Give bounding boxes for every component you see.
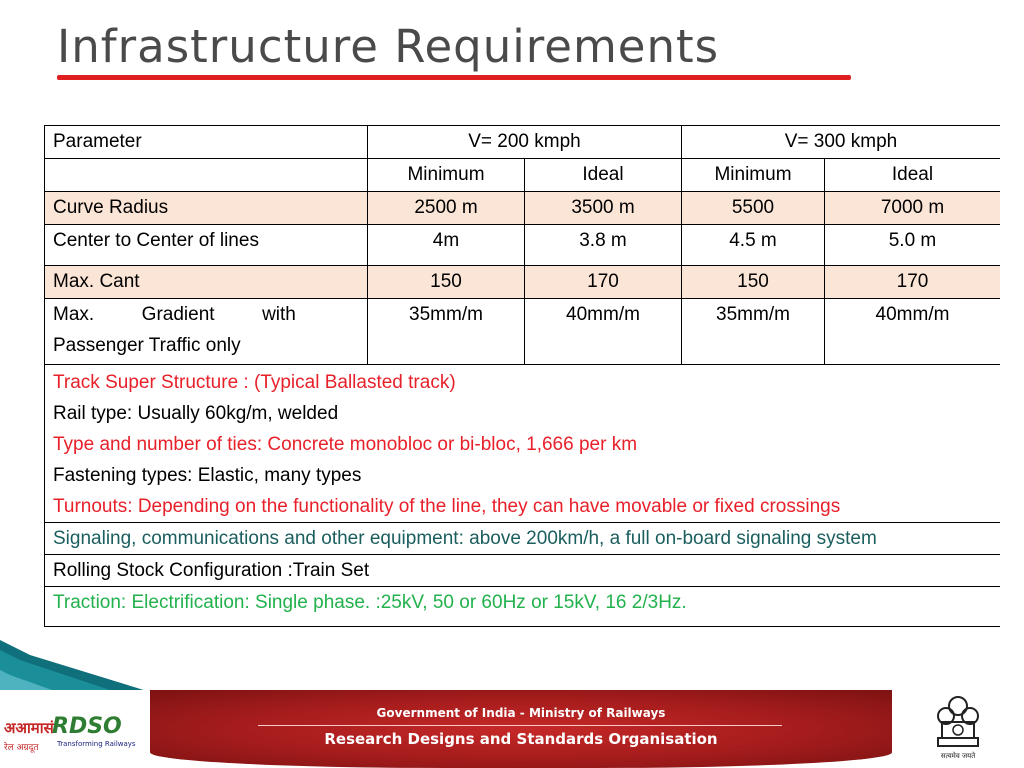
table-cell: 2500 m: [368, 192, 525, 225]
logo-hindi: अआमासं: [4, 719, 54, 737]
national-emblem-icon: [928, 694, 988, 764]
row-label: Curve Radius: [45, 192, 368, 225]
slide-title: Infrastructure Requirements: [57, 20, 720, 73]
table-cell: 3.8 m: [525, 225, 682, 266]
subheader-ideal-200: Ideal: [525, 159, 682, 192]
row-label: [45, 299, 368, 365]
table-cell: 4m: [368, 225, 525, 266]
rolling-stock-row: [45, 555, 1001, 587]
subheader-ideal-300: Ideal: [825, 159, 1001, 192]
signaling-cell: Signaling, communications and other equipment: above 200km/h, a full on-board signaling system: [45, 523, 1001, 555]
table-cell: 7000 m: [825, 192, 1001, 225]
traction-cell: Traction: Electrification: Single phase. :25kV, 50 or 60Hz or 15kV, 16 2/3Hz.: [45, 587, 1001, 627]
header-parameter: Parameter: [45, 126, 368, 159]
banner-red-band: [150, 690, 892, 768]
table-cell: 3500 m: [525, 192, 682, 225]
table-cell: 150: [682, 266, 825, 299]
emblem-motto: सत्यमेव जयते: [940, 752, 976, 760]
row-label-line: Passenger Traffic only: [53, 335, 241, 356]
traction-row: [45, 587, 1001, 627]
table-row: [45, 192, 1001, 225]
subheader-minimum-300: Minimum: [682, 159, 825, 192]
requirements-table-container: [44, 125, 1000, 690]
table-cell: 170: [825, 266, 1001, 299]
footer-banner: [0, 690, 1024, 768]
rdso-logo: [2, 700, 148, 752]
subheader-minimum-200: Minimum: [368, 159, 525, 192]
table-cell: 170: [525, 266, 682, 299]
title-underline: [57, 75, 851, 80]
table-cell: 4.5 m: [682, 225, 825, 266]
subheader-cell: [45, 159, 368, 192]
track-structure-row: [45, 365, 1001, 523]
track-line: Type and number of ties: Concrete monobloc or bi-bloc, 1,666 per km: [53, 434, 638, 455]
table-cell: 35mm/m: [368, 299, 525, 365]
track-line: Rail type: Usually 60kg/m, welded: [53, 403, 339, 424]
requirements-table: [44, 125, 1000, 627]
header-v200: V= 200 kmph: [368, 126, 682, 159]
track-line: Fastening types: Elastic, many types: [53, 465, 362, 486]
table-row: [45, 299, 1001, 365]
row-label-line: Max. Gradient with: [53, 304, 296, 325]
banner-ministry: Government of India - Ministry of Railways: [376, 706, 666, 720]
track-structure-cell: [45, 365, 1001, 523]
table-header-row: [45, 126, 1001, 159]
table-subheader-row: [45, 159, 1001, 192]
table-cell: 40mm/m: [825, 299, 1001, 365]
header-v300: V= 300 kmph: [682, 126, 1001, 159]
signaling-row: [45, 523, 1001, 555]
track-line: Turnouts: Depending on the functionality of the line, they can have movable or fixed crossings: [53, 496, 841, 517]
row-label: Center to Center of lines: [45, 225, 368, 266]
logo-text: RDSO: [52, 714, 122, 739]
table-cell: 40mm/m: [525, 299, 682, 365]
logo-tagline: Transforming Railways: [57, 740, 136, 748]
table-cell: 35mm/m: [682, 299, 825, 365]
table-row: [45, 225, 1001, 266]
banner-divider: [258, 725, 782, 726]
track-line: Track Super Structure : (Typical Ballasted track): [53, 372, 456, 393]
row-label: Max. Cant: [45, 266, 368, 299]
rolling-stock-cell: Rolling Stock Configuration :Train Set: [45, 555, 1001, 587]
table-cell: 150: [368, 266, 525, 299]
logo-hindi-sub: रेल अग्रदूत: [4, 743, 39, 753]
table-cell: 5500: [682, 192, 825, 225]
banner-organisation: Research Designs and Standards Organisation: [324, 730, 718, 748]
table-row: [45, 266, 1001, 299]
table-cell: 5.0 m: [825, 225, 1001, 266]
